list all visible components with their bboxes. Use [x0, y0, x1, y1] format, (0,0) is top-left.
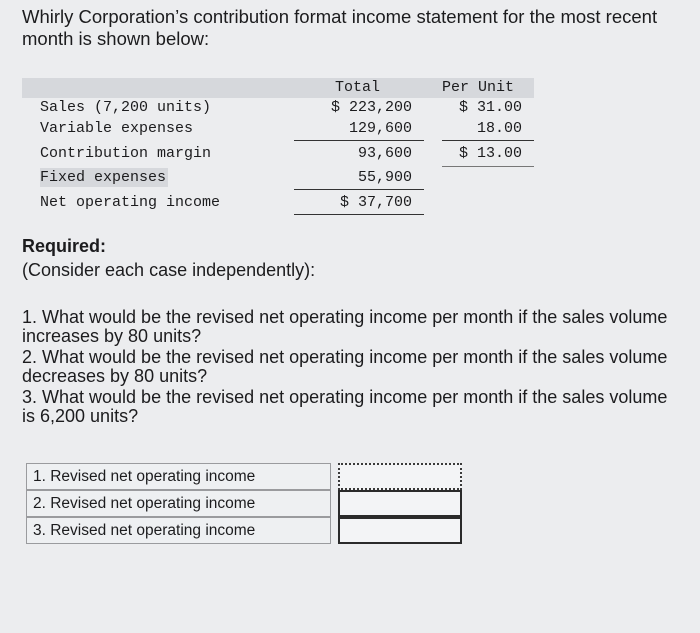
row-label-fixed-expenses	[40, 169, 168, 186]
problem-intro: Whirly Corporation’s contribution format income statement for the most recent month is shown below:	[22, 6, 658, 49]
answer-label-2: 2. Revised net operating income	[26, 490, 331, 517]
answer-label-3: 3. Revised net operating income	[26, 517, 331, 544]
question-2: 2. What would be the revised net operating income per month if the sales volume decreases by 80 units?	[22, 347, 668, 386]
fixed-expenses-label: Fixed expenses	[40, 169, 167, 186]
answer-input-3[interactable]	[338, 517, 462, 544]
question-3: 3. What would be the revised net operating income per month if the sales volume is 6,200 units?	[22, 387, 668, 426]
questions-list	[22, 308, 672, 428]
rule-variable	[294, 140, 424, 141]
contribution-margin-total: 93,600	[357, 145, 412, 162]
row-label-net-operating-income: Net operating income	[40, 194, 221, 211]
header-total: Total	[335, 79, 381, 96]
answer-label-1: 1. Revised net operating income	[26, 463, 331, 490]
sales-per-unit: $ 31.00	[458, 99, 522, 116]
answer-input-1[interactable]	[338, 463, 462, 490]
contribution-margin-per-unit: $ 13.00	[458, 145, 522, 162]
rule-fixed	[294, 189, 424, 190]
required-section	[22, 234, 315, 282]
required-title: Required:	[22, 236, 107, 256]
header-per-unit: Per Unit	[442, 79, 515, 96]
variable-expenses-total: 129,600	[348, 120, 412, 137]
sales-total: $ 223,200	[330, 99, 412, 116]
rule-variable-per-unit	[442, 140, 534, 141]
rule-noi	[294, 214, 424, 215]
income-statement-table	[22, 78, 542, 218]
row-label-contribution-margin: Contribution margin	[40, 145, 212, 162]
fixed-expenses-total: 55,900	[357, 169, 412, 186]
required-note: (Consider each case independently):	[22, 260, 316, 280]
net-operating-income-total: $ 37,700	[339, 194, 412, 211]
row-label-sales: Sales (7,200 units)	[40, 99, 212, 116]
row-label-variable-expenses: Variable expenses	[40, 120, 194, 137]
variable-expenses-per-unit: 18.00	[476, 120, 522, 137]
rule-cm-per-unit	[442, 166, 534, 167]
answer-input-2[interactable]	[338, 490, 462, 517]
question-1: 1. What would be the revised net operating income per month if the sales volume increases by 80 units?	[22, 307, 668, 346]
